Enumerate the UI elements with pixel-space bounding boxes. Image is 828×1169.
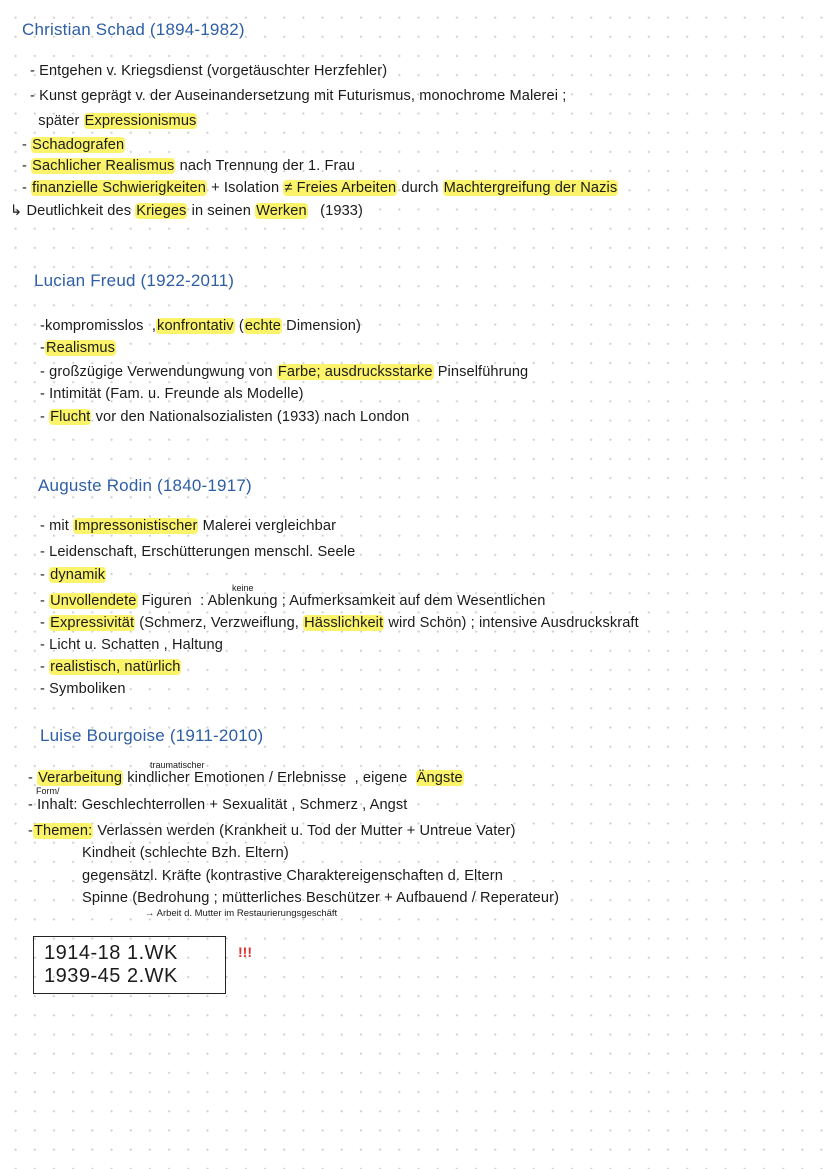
text-segment: -kompromisslos , xyxy=(40,318,157,334)
note-line xyxy=(40,682,126,697)
text-segment: - xyxy=(40,340,45,356)
text-segment: - xyxy=(40,409,50,425)
text-segment: + Isolation xyxy=(207,180,284,196)
highlighted-text: Expressivität xyxy=(50,615,135,631)
note-line xyxy=(40,519,336,534)
note-line xyxy=(10,204,363,219)
text-segment: - Entgehen v. Kriegsdienst (vorgetäuschter Herzfehler) xyxy=(30,63,388,79)
note-line xyxy=(28,869,503,884)
highlighted-text: Impressonistischer xyxy=(74,518,198,534)
highlighted-text: Farbe; ausdrucksstarke xyxy=(277,364,433,380)
text-segment: - xyxy=(22,137,32,153)
text-segment: - Licht u. Schatten , Haltung xyxy=(40,637,223,653)
highlighted-text: Schadografen xyxy=(32,137,125,153)
note-line xyxy=(28,846,289,861)
highlighted-text: Realismus xyxy=(45,340,115,356)
text-segment: (1933) xyxy=(307,203,363,219)
text-segment: Kindheit (schlechte Bzh. Eltern) xyxy=(28,845,289,861)
highlighted-text: Expressionismus xyxy=(84,113,197,129)
text-segment: - xyxy=(40,567,50,583)
annotation: traumatischer xyxy=(150,760,205,770)
note-line xyxy=(22,159,355,174)
note-line xyxy=(40,319,361,334)
highlighted-text: Ängste xyxy=(416,770,463,786)
text-segment: Pinselführung xyxy=(433,364,529,380)
note-line xyxy=(22,138,125,153)
text-segment: Spinne (Bedrohung ; mütterliches Beschützer + Aufbauend / Reperateur) xyxy=(28,890,560,906)
text-segment: - Symboliken xyxy=(40,681,126,697)
highlighted-text: realistisch, natürlich xyxy=(50,659,181,675)
highlighted-text: finanzielle Schwierigkeiten xyxy=(32,180,206,196)
text-segment: ( xyxy=(234,318,244,334)
highlighted-text: echte xyxy=(244,318,282,334)
note-line xyxy=(22,181,618,196)
text-segment: - xyxy=(22,180,32,196)
highlighted-text: Verarbeitung xyxy=(38,770,123,786)
note-line xyxy=(28,891,559,906)
text-segment: durch xyxy=(397,180,443,196)
note-line xyxy=(28,824,516,839)
section-title: Luise Bourgoise (1911-2010) xyxy=(40,726,264,745)
box-line-ww2: 1939-45 2.WK xyxy=(44,965,178,987)
text-segment: später xyxy=(30,113,84,129)
note-line xyxy=(40,545,355,560)
text-segment: in seinen xyxy=(187,203,256,219)
text-segment: Dimension) xyxy=(282,318,361,334)
annotation: → Arbeit d. Mutter im Restaurierungsgeschäft xyxy=(145,908,338,919)
text-segment: nach Trennung der 1. Frau xyxy=(175,158,355,174)
text-segment: Verlassen werden (Krankheit u. Tod der Mutter + Untreue Vater) xyxy=(93,823,516,839)
note-line xyxy=(40,660,181,675)
section-title: Auguste Rodin (1840-1917) xyxy=(38,476,252,495)
note-line xyxy=(40,365,528,380)
highlighted-text: Themen: xyxy=(33,823,93,839)
text-segment: vor den Nationalsozialisten (1933) nach London xyxy=(91,409,410,425)
note-line xyxy=(40,410,409,425)
text-segment: (Schmerz, Verzweiflung, xyxy=(135,615,304,631)
section-title: Lucian Freud (1922-2011) xyxy=(34,271,235,290)
highlighted-text: dynamik xyxy=(50,567,106,583)
highlighted-text: Unvollendete xyxy=(50,593,137,609)
text-segment: - Inhalt: Geschlechterrollen + Sexualität , Schmerz , Angst xyxy=(28,797,408,813)
section-title: Christian Schad (1894-1982) xyxy=(22,20,245,39)
text-segment: - xyxy=(28,770,38,786)
highlighted-text: Machtergreifung der Nazis xyxy=(443,180,618,196)
text-segment: - Kunst geprägt v. der Auseinandersetzung mit Futurismus, monochrome Malerei ; xyxy=(30,88,567,104)
text-segment: - Intimität (Fam. u. Freunde als Modelle) xyxy=(40,386,304,402)
note-line xyxy=(40,387,304,402)
text-segment: Malerei vergleichbar xyxy=(198,518,337,534)
highlighted-text: Sachlicher Realismus xyxy=(32,158,175,174)
text-segment: kindlicher Emotionen / Erlebnisse , eigene xyxy=(123,770,416,786)
text-segment: ↳ Deutlichkeit des xyxy=(10,203,136,219)
box-line-ww1: 1914-18 1.WK xyxy=(44,942,178,964)
note-line xyxy=(30,89,566,104)
highlighted-text: Werken xyxy=(256,203,307,219)
highlighted-text: Flucht xyxy=(50,409,91,425)
text-segment: - xyxy=(40,593,50,609)
text-segment: - xyxy=(40,615,50,631)
text-segment: - xyxy=(40,659,50,675)
text-segment: - xyxy=(22,158,32,174)
text-segment: - xyxy=(28,823,33,839)
text-segment: wird Schön) ; intensive Ausdruckskraft xyxy=(384,615,639,631)
highlighted-text: Krieges xyxy=(136,203,187,219)
text-segment: - Leidenschaft, Erschütterungen menschl. Seele xyxy=(40,544,356,560)
text-segment: gegensätzl. Kräfte (kontrastive Charaktereigenschaften d. Eltern xyxy=(28,868,503,884)
exclamation-marks: !!! xyxy=(238,944,252,960)
annotation: keine xyxy=(232,583,254,593)
note-line xyxy=(28,771,464,786)
note-line xyxy=(40,638,223,653)
text-segment: - großzügige Verwendungwung von xyxy=(40,364,277,380)
note-line xyxy=(30,64,387,79)
note-line xyxy=(40,568,106,583)
highlighted-text: konfrontativ xyxy=(157,318,234,334)
highlighted-text: ≠ Freies Arbeiten xyxy=(284,180,397,196)
note-line xyxy=(30,114,197,129)
annotation: Form/ xyxy=(36,786,60,796)
note-line xyxy=(40,341,116,356)
note-line xyxy=(40,616,639,631)
text-segment: Figuren : Ablenkung ; Aufmerksamkeit auf dem Wesentlichen xyxy=(137,593,546,609)
note-line xyxy=(40,594,546,609)
war-dates-box xyxy=(33,936,226,994)
highlighted-text: Hässlichkeit xyxy=(304,615,384,631)
note-line xyxy=(28,798,407,813)
text-segment: - mit xyxy=(40,518,74,534)
